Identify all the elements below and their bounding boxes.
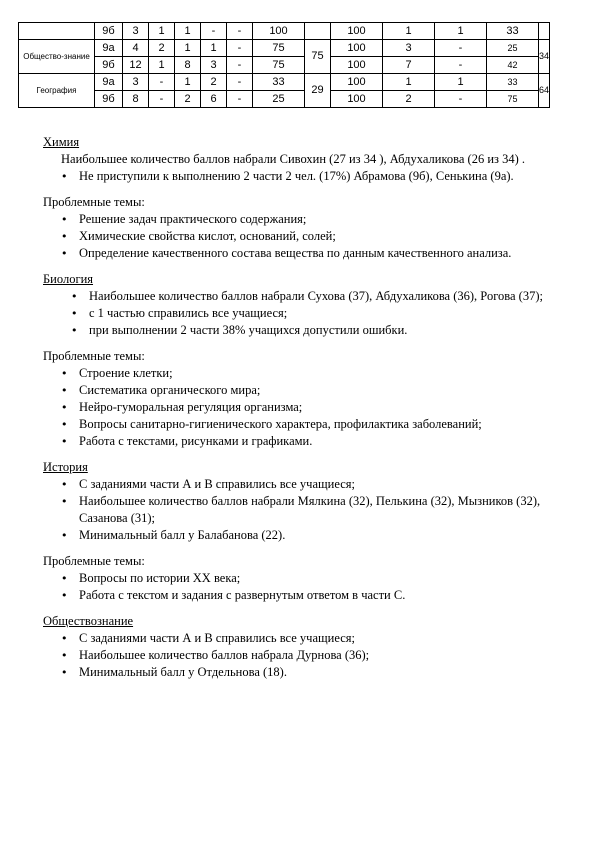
chemistry-intro: Наибольшее количество баллов набрали Сивохин (27 из 34 ), Абдухаликова (26 из 34) . bbox=[61, 152, 526, 166]
table-row: География 9а 3 - 1 2 - 33 29 100 1 1 33 64 bbox=[19, 74, 550, 91]
history-problems bbox=[43, 570, 563, 604]
list-item: • Не приступили к выполнению 2 части 2 чел. (17%) Абрамова (9б), Сенькина (9а). bbox=[43, 168, 563, 185]
list-item: • Нейро-гуморальная регуляция организма; bbox=[43, 399, 563, 416]
list-item: • Определение качественного состава вещества по данным качественного анализа. bbox=[43, 245, 563, 262]
list-item: • Наибольшее количество баллов набрали Сухова (37), Абдухаликова (36), Рогова (37); bbox=[43, 288, 563, 305]
list-item: • Работа с текстами, рисунками и графиками. bbox=[43, 433, 563, 450]
list-item: • Наибольшее количество баллов набрала Дурнова (36); bbox=[43, 647, 563, 664]
problem-topics-title: Проблемные темы: bbox=[43, 554, 145, 568]
subject-label: География bbox=[19, 74, 95, 108]
list-item: • С заданиями части А и В справились все учащиеся; bbox=[43, 630, 563, 647]
section-title-social-studies: Обществознание bbox=[43, 614, 134, 628]
list-item: • Систематика органического мира; bbox=[43, 382, 563, 399]
biology-bullets bbox=[43, 288, 563, 339]
chemistry-bullets bbox=[43, 168, 563, 185]
list-item: • при выполнении 2 части 38% учащихся допустили ошибки. bbox=[43, 322, 563, 339]
list-item: • Минимальный балл у Отдельнова (18). bbox=[43, 664, 563, 681]
social-studies-bullets bbox=[43, 630, 563, 681]
table-row: 9б 12 1 8 3 - 75 100 7 - 42 bbox=[19, 57, 550, 74]
results-table bbox=[18, 22, 550, 108]
list-item: • Вопросы санитарно-гигиенического характера, профилактика заболеваний; bbox=[43, 416, 563, 433]
table-row: Общество-знание 9а 4 2 1 1 - 75 75 100 3 - 25 34 bbox=[19, 40, 550, 57]
report-body bbox=[43, 134, 563, 681]
list-item: • Химические свойства кислот, оснований, солей; bbox=[43, 228, 563, 245]
biology-problems bbox=[43, 365, 563, 450]
list-item: • Вопросы по истории XX века; bbox=[43, 570, 563, 587]
section-title-history: История bbox=[43, 460, 88, 474]
table-row: 9б 3 1 1 - - 100 100 1 1 33 bbox=[19, 23, 550, 40]
list-item: • Минимальный балл у Балабанова (22). bbox=[43, 527, 563, 544]
problem-topics-title: Проблемные темы: bbox=[43, 349, 145, 363]
problem-topics-title: Проблемные темы: bbox=[43, 195, 145, 209]
section-title-chemistry: Химия bbox=[43, 135, 80, 149]
section-title-biology: Биология bbox=[43, 272, 94, 286]
history-bullets bbox=[43, 476, 563, 544]
list-item: • с 1 частью справились все учащиеся; bbox=[43, 305, 563, 322]
list-item: • Работа с текстом и задания с развернутым ответом в части С. bbox=[43, 587, 563, 604]
list-item: • Решение задач практического содержания; bbox=[43, 211, 563, 228]
chemistry-problems bbox=[43, 211, 563, 262]
list-item: • Наибольшее количество баллов набрали Мялкина (32), Пелькина (32), Мызников (32), Сазанова (31); bbox=[43, 493, 563, 527]
list-item: • Строение клетки; bbox=[43, 365, 563, 382]
table-row: 9б 8 - 2 6 - 25 100 2 - 75 bbox=[19, 91, 550, 108]
subject-label: Общество-знание bbox=[19, 40, 95, 74]
list-item: • С заданиями части А и В справились все учащиеся; bbox=[43, 476, 563, 493]
